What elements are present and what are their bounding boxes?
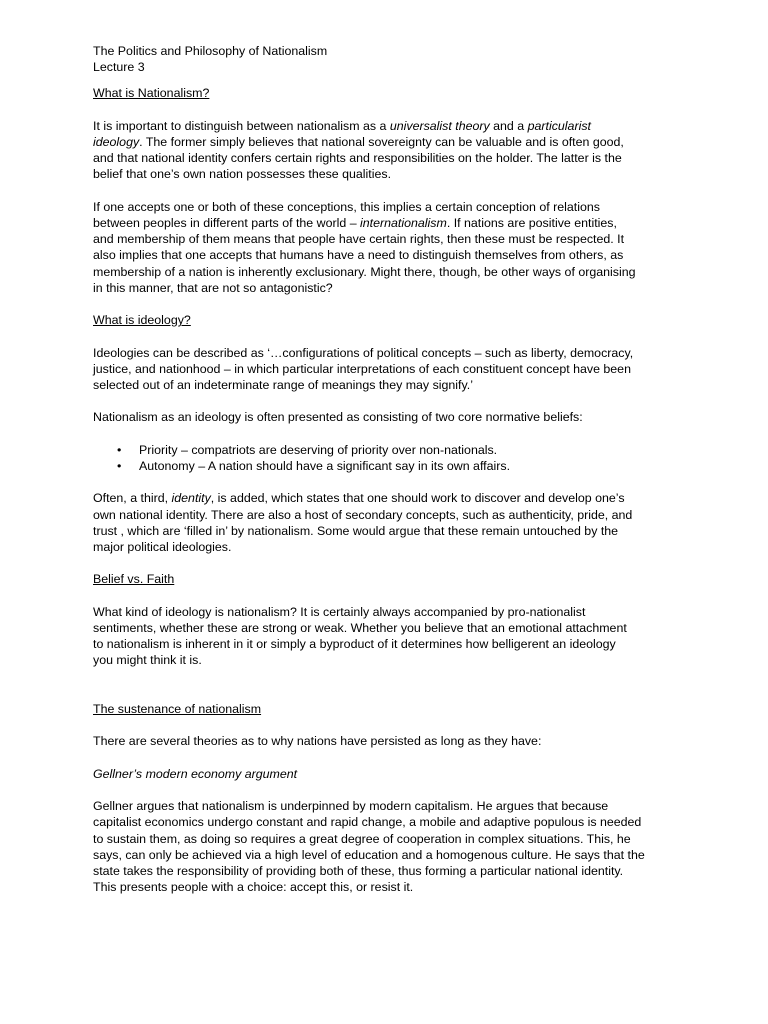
paragraph-line: sentiments, whether these are strong or weak. Whether you believe that an emotional attachment	[93, 620, 627, 635]
paragraph-line: belief that one’s own nation possesses these qualities.	[93, 167, 392, 182]
spacer	[93, 588, 683, 604]
paragraph-theories-intro: There are several theories as to why nations have persisted as long as they have:	[93, 734, 542, 749]
paragraph-line: What kind of ideology is nationalism? It is certainly always accompanied by pro-nationalist	[93, 604, 586, 619]
spacer	[93, 750, 683, 766]
paragraph-line: Often, a third, identity, is added, which states that one should work to discover and develop one’s	[93, 491, 625, 506]
paragraph-line: says, can only be achieved via a high level of education and a homogenous culture. He says that the	[93, 847, 645, 862]
paragraph-line: ideology. The former simply believes that national sovereignty can be valuable and is often good,	[93, 135, 624, 149]
paragraph-line: state takes the responsibility of providing both of these, thus forming a particular national identity.	[93, 863, 624, 878]
heading-what-is-ideology: What is ideology?	[93, 313, 191, 328]
paragraph-line: also implies that one accepts that humans have a need to distinguish themselves from others, as	[93, 248, 624, 263]
paragraph-core-beliefs: Nationalism as an ideology is often presented as consisting of two core normative beliefs:	[93, 410, 583, 425]
heading-belief-vs-faith: Belief vs. Faith	[93, 572, 175, 587]
paragraph-line: If one accepts one or both of these conceptions, this implies a certain conception of relations	[93, 199, 600, 214]
document-title: The Politics and Philosophy of Nationalism	[93, 44, 328, 58]
paragraph-line: This presents people with a choice: accept this, or resist it.	[93, 880, 414, 895]
paragraph-line: Ideologies can be described as ‘…configurations of political concepts – such as liberty, democracy,	[93, 345, 634, 360]
spacer	[93, 669, 683, 685]
spacer	[93, 685, 683, 701]
heading-what-is-nationalism: What is Nationalism?	[93, 86, 210, 101]
paragraph-gellner-argument	[93, 798, 683, 895]
paragraph-line: you might think it is.	[93, 653, 202, 668]
paragraph-line: capitalist economics undergo constant and rapid change, a mobile and adaptive populous is needed	[93, 815, 642, 830]
paragraph-ideology-definition	[93, 345, 683, 394]
list-item: • Priority – compatriots are deserving of priority over non-nationals.	[117, 442, 498, 457]
spacer	[93, 328, 683, 344]
paragraph-line: Gellner argues that nationalism is underpinned by modern capitalism. He argues that because	[93, 799, 609, 814]
paragraph-line: justice, and nationhood – in which particular interpretations of each constituent concept have been	[93, 361, 631, 376]
paragraph-line: in this manner, that are not so antagonistic?	[93, 280, 333, 295]
spacer	[93, 474, 683, 490]
paragraph-internationalism	[93, 199, 683, 296]
paragraph-identity	[93, 490, 683, 555]
paragraph-line: and membership of them means that people have certain rights, then these must be respected. It	[93, 232, 625, 247]
document-page	[93, 43, 683, 895]
paragraph-line: membership of a nation is inherently exclusionary. Might there, though, be other ways of organising	[93, 264, 636, 279]
paragraph-kind-of-ideology	[93, 604, 683, 669]
paragraph-line: to sustain them, as doing so requires a great degree of cooperation in complex situations. This, he	[93, 831, 631, 846]
paragraph-line: selected out of an indeterminate range of meanings they may signify.’	[93, 378, 473, 392]
spacer	[93, 75, 683, 85]
paragraph-line: to nationalism is inherent in it or simply a byproduct of it determines how belligerent an ideology	[93, 637, 616, 652]
paragraph-line: own national identity. There are also a host of secondary concepts, such as authenticity, pride, and	[93, 507, 633, 522]
core-beliefs-list	[93, 442, 683, 474]
paragraph-line: It is important to distinguish between nationalism as a universalist theory and a particularist	[93, 118, 591, 133]
paragraph-line: between peoples in different parts of the world – internationalism. If nations are positive entities,	[93, 216, 617, 230]
spacer	[93, 102, 683, 118]
spacer	[93, 393, 683, 409]
paragraph-universalist-particularist	[93, 118, 683, 183]
spacer	[93, 717, 683, 733]
paragraph-line: trust , which are ‘filled in’ by nationalism. Some would argue that these remain untouched by the	[93, 523, 619, 538]
spacer	[93, 426, 683, 442]
lecture-number: Lecture 3	[93, 60, 145, 75]
subheading-gellner: Gellner’s modern economy argument	[93, 766, 298, 781]
spacer	[93, 296, 683, 312]
paragraph-line: and that national identity confers certain rights and responsibilities on the holder. The latter is the	[93, 151, 622, 166]
bullet-icon: •	[117, 458, 122, 473]
paragraph-line: major political ideologies.	[93, 539, 232, 554]
spacer	[93, 782, 683, 798]
spacer	[93, 555, 683, 571]
spacer	[93, 183, 683, 199]
list-item: • Autonomy – A nation should have a significant say in its own affairs.	[117, 458, 511, 473]
bullet-icon: •	[117, 442, 122, 457]
heading-sustenance-of-nationalism: The sustenance of nationalism	[93, 701, 262, 716]
